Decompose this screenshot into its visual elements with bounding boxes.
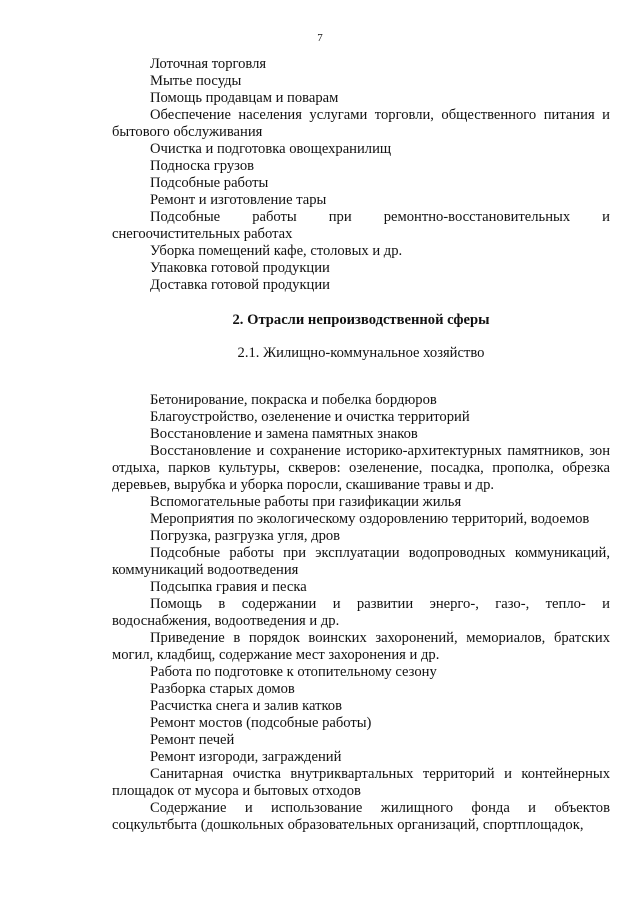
section-heading: 2. Отрасли непроизводственной сферы: [232, 312, 490, 328]
list-item: Расчистка снега и залив катков: [150, 698, 342, 714]
list-item: Содержание и использование жилищного фонда и объектов соцкультбыта (дошкольных образовательных организаций, спортплощадок,: [112, 800, 610, 833]
list-item: Ремонт печей: [150, 732, 235, 748]
list-item: Обеспечение населения услугами торговли, общественного питания и бытового обслуживания: [112, 107, 610, 140]
list-item: Подсобные работы при эксплуатации водопроводных коммуникаций, коммуникаций водоотведения: [112, 545, 610, 578]
list-item: Подсобные работы: [150, 175, 269, 191]
list-item: Ремонт изгороди, заграждений: [150, 749, 342, 765]
list-item: Разборка старых домов: [150, 681, 295, 697]
list-item: Восстановление и замена памятных знаков: [150, 426, 418, 442]
list-item: Очистка и подготовка овощехранилищ: [150, 141, 392, 157]
list-item: Бетонирование, покраска и побелка бордюров: [150, 392, 437, 408]
list-item: Помощь в содержании и развитии энерго-, газо-, тепло- и водоснабжения, водоотведения и др.: [112, 596, 610, 629]
list-item: Мытье посуды: [150, 73, 242, 89]
list-item: Доставка готовой продукции: [150, 277, 330, 293]
list-item: Мероприятия по экологическому оздоровлению территорий, водоемов: [150, 511, 590, 527]
list-item: Ремонт и изготовление тары: [150, 192, 327, 208]
list-item: Упаковка готовой продукции: [150, 260, 330, 276]
list-item: Уборка помещений кафе, столовых и др.: [150, 243, 403, 259]
list-item: Лоточная торговля: [150, 56, 267, 72]
section-subheading: 2.1. Жилищно-коммунальное хозяйство: [237, 345, 485, 361]
list-item: Работа по подготовке к отопительному сезону: [150, 664, 437, 680]
list-item: Погрузка, разгрузка угля, дров: [150, 528, 341, 544]
list-item: Приведение в порядок воинских захоронений, мемориалов, братских могил, кладбищ, содержание мест захоронения и др.: [112, 630, 610, 663]
trade-services-list: [112, 56, 610, 294]
list-item: Санитарная очистка внутриквартальных территорий и контейнерных площадок от мусора и бытовых отходов: [112, 766, 610, 799]
housing-communal-list: [112, 392, 610, 834]
list-item: Благоустройство, озеленение и очистка территорий: [150, 409, 470, 425]
list-item: Восстановление и сохранение историко-архитектурных памятников, зон отдыха, парков культуры, скверов: озеленение, посадка, прополка, обрезка деревьев, вырубка и уборка поросли, скашивание травы и др.: [112, 443, 610, 493]
list-item: Подноска грузов: [150, 158, 255, 174]
list-item: Помощь продавцам и поварам: [150, 90, 339, 106]
page-number: 7: [317, 32, 323, 44]
list-item: Ремонт мостов (подсобные работы): [150, 715, 372, 731]
list-item: Подсобные работы при ремонтно-восстановительных и снегоочистительных работах: [112, 209, 610, 242]
document-content: [112, 56, 610, 834]
list-item: Подсыпка гравия и песка: [150, 579, 307, 595]
list-item: Вспомогательные работы при газификации жилья: [150, 494, 462, 510]
